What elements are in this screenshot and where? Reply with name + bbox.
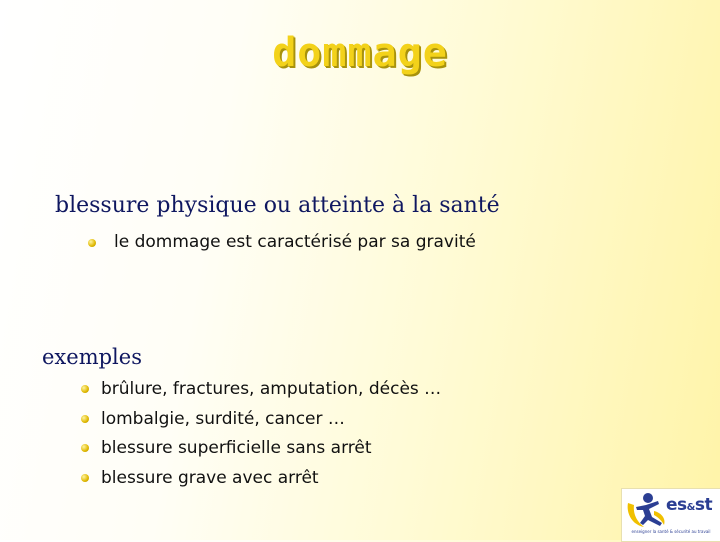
bullet-item [81,437,441,467]
worker-figure-icon [624,491,670,531]
slide-title: dommage [272,30,448,76]
bullet-text: lombalgie, surdité, cancer … [101,408,345,429]
bullet-dot-icon [81,444,89,452]
section-heading-examples: exemples [42,345,142,369]
bullet-dot-icon [88,239,96,247]
bullet-text: le dommage est caractérisé par sa gravité [114,232,476,252]
logo-wordmark [666,495,712,515]
bullet-text: blessure superficielle sans arrêt [101,438,372,458]
bullet-item [81,467,441,497]
bullet-item [81,408,441,438]
bullet-dot-icon [81,385,89,393]
logo-wordmark-st: st [694,495,713,515]
bullet-dot-icon [81,474,89,482]
esst-logo [621,488,720,542]
definition-bullet-list [88,232,476,252]
logo-tagline: enseigner la santé & sécurité au travail [631,529,711,534]
logo-wordmark-es: es [666,495,687,515]
bullet-dot-icon [81,415,89,423]
bullet-item [88,232,476,252]
section-heading-definition: blessure physique ou atteinte à la santé [55,193,500,218]
bullet-item [81,378,441,408]
bullet-text: blessure grave avec arrêt [101,467,319,488]
logo-wordmark-amp: & [686,502,695,513]
examples-bullet-list [81,378,441,496]
bullet-text: brûlure, fractures, amputation, décès … [101,379,442,399]
